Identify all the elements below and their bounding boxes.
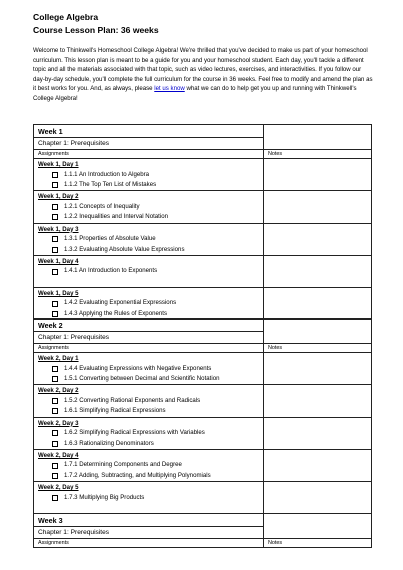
assignment-label: 1.5.2 Converting Rational Exponents and Radicals xyxy=(64,396,201,404)
notes-header: Notes xyxy=(264,344,372,353)
assignment-label: 1.3.2 Evaluating Absolute Value Expressions xyxy=(64,245,185,253)
checkbox[interactable] xyxy=(52,366,58,372)
week-table xyxy=(33,513,372,548)
assignment-label: 1.4.3 Applying the Rules of Exponents xyxy=(64,309,167,317)
assignment-item xyxy=(38,428,263,438)
checkbox[interactable] xyxy=(52,408,58,414)
assignment-item xyxy=(38,266,263,276)
day-notes-cell[interactable] xyxy=(264,385,372,417)
assignment-label: 1.4.1 An Introduction to Exponents xyxy=(64,267,158,275)
assignment-label: 1.7.1 Determining Components and Degree xyxy=(64,461,182,469)
document-title: College Algebra xyxy=(33,12,99,22)
assignment-label: 1.5.1 Converting between Decimal and Scientific Notation xyxy=(64,374,220,382)
assignment-item xyxy=(38,439,263,449)
assignment-label: 1.2.1 Concepts of Inequality xyxy=(64,202,140,210)
week-title: Week 1 xyxy=(34,125,264,138)
day-cell xyxy=(34,223,264,255)
day-heading: Week 2, Day 5 xyxy=(38,484,79,492)
day-notes-cell[interactable] xyxy=(264,417,372,449)
assignments-header: Assignments xyxy=(34,344,264,353)
checkbox[interactable] xyxy=(52,463,58,469)
assignment-label: 1.2.2 Inequalities and Interval Notation xyxy=(64,213,169,221)
day-heading: Week 1, Day 3 xyxy=(38,225,79,233)
day-heading: Week 1, Day 2 xyxy=(38,193,79,201)
checkbox[interactable] xyxy=(52,376,58,382)
day-cell xyxy=(34,287,264,319)
checkbox[interactable] xyxy=(52,301,58,307)
assignment-item xyxy=(38,202,263,212)
assignment-item xyxy=(38,406,263,416)
assignment-item xyxy=(38,234,263,244)
assignment-label: 1.7.2 Adding, Subtracting, and Multiplying Polynomials xyxy=(64,471,211,479)
week-table xyxy=(33,124,372,320)
day-heading: Week 2, Day 3 xyxy=(38,419,79,427)
checkbox[interactable] xyxy=(52,495,58,501)
checkbox[interactable] xyxy=(52,398,58,404)
assignments-header: Assignments xyxy=(34,539,264,548)
document-subtitle: Course Lesson Plan: 36 weeks xyxy=(33,25,159,35)
checkbox[interactable] xyxy=(52,311,58,317)
intro-paragraph xyxy=(33,46,373,104)
day-notes-cell[interactable] xyxy=(264,353,372,385)
assignment-item xyxy=(38,374,263,384)
assignment-label: 1.6.2 Simplifying Radical Expressions with Variables xyxy=(64,429,205,437)
assignment-item xyxy=(38,298,263,308)
checkbox[interactable] xyxy=(52,172,58,178)
day-notes-cell[interactable] xyxy=(264,287,372,319)
checkbox[interactable] xyxy=(52,247,58,253)
notes-area[interactable] xyxy=(264,319,372,344)
assignment-label: 1.3.1 Properties of Absolute Value xyxy=(64,235,156,243)
chapter-title: Chapter 1: Prerequisites xyxy=(34,527,264,539)
day-cell xyxy=(34,385,264,417)
day-cell xyxy=(34,417,264,449)
week-title: Week 3 xyxy=(34,514,264,527)
week-title: Week 2 xyxy=(34,319,264,332)
contact-link[interactable]: let us know xyxy=(154,85,185,93)
assignment-label: 1.4.2 Evaluating Exponential Expressions xyxy=(64,299,177,307)
assignment-item xyxy=(38,396,263,406)
assignment-item xyxy=(38,471,263,481)
intro-text: Welcome to Thinkwell's Homeschool College Algebra! We're thrilled that you've decided to make us part of your homeschool curriculum. This lesson plan is meant to be a guide for you and your homeschool student. Each day, you'll tackle a different topic and all the materials associated with that topic, such as video lectures, exercises, and interactivities. If you follow our day-by-day schedule, you'll complete the full curriculum for the course in 36 weeks. Feel free to modify and amend the plan as it best works for you. And, as always, please xyxy=(33,47,373,93)
notes-header: Notes xyxy=(264,539,372,548)
day-heading: Week 1, Day 1 xyxy=(38,161,79,168)
assignment-item xyxy=(38,170,263,180)
day-notes-cell[interactable] xyxy=(264,255,372,287)
day-cell xyxy=(34,159,264,191)
checkbox[interactable] xyxy=(52,182,58,188)
notes-area[interactable] xyxy=(264,125,372,150)
chapter-title: Chapter 1: Prerequisites xyxy=(34,138,264,150)
day-cell xyxy=(34,449,264,481)
assignment-label: 1.1.1 An Introduction to Algebra xyxy=(64,170,150,178)
checkbox[interactable] xyxy=(52,214,58,220)
week-table xyxy=(33,318,372,514)
day-notes-cell[interactable] xyxy=(264,191,372,223)
day-notes-cell[interactable] xyxy=(264,223,372,255)
day-heading: Week 2, Day 4 xyxy=(38,451,79,459)
checkbox[interactable] xyxy=(52,441,58,447)
checkbox[interactable] xyxy=(52,269,58,275)
checkbox[interactable] xyxy=(52,473,58,479)
assignments-header: Assignments xyxy=(34,150,264,159)
checkbox[interactable] xyxy=(52,204,58,210)
day-cell xyxy=(34,482,264,514)
assignment-item xyxy=(38,493,263,503)
checkbox[interactable] xyxy=(52,430,58,436)
day-heading: Week 2, Day 2 xyxy=(38,387,79,395)
assignment-label: 1.1.2 The Top Ten List of Mistakes xyxy=(64,180,157,188)
notes-header: Notes xyxy=(264,150,372,159)
day-heading: Week 1, Day 4 xyxy=(38,257,79,265)
assignment-label: 1.7.3 Multiplying Big Products xyxy=(64,493,145,501)
day-cell xyxy=(34,191,264,223)
assignment-label: 1.6.3 Rationalizing Denominators xyxy=(64,439,154,447)
day-notes-cell[interactable] xyxy=(264,449,372,481)
day-heading: Week 1, Day 5 xyxy=(38,289,79,297)
day-cell xyxy=(34,353,264,385)
checkbox[interactable] xyxy=(52,236,58,242)
assignment-label: 1.4.4 Evaluating Expressions with Negative Exponents xyxy=(64,364,212,372)
intro-text-end: what we can do to help get you up and running with Thinkwell's College Algebra! xyxy=(33,85,357,102)
assignment-item xyxy=(38,180,263,190)
assignment-label: 1.6.1 Simplifying Radical Expressions xyxy=(64,407,166,415)
day-notes-cell[interactable] xyxy=(264,159,372,191)
day-heading: Week 2, Day 1 xyxy=(38,355,79,362)
chapter-title: Chapter 1: Prerequisites xyxy=(34,332,264,344)
assignment-item xyxy=(38,245,263,255)
assignment-item xyxy=(38,212,263,222)
day-cell xyxy=(34,255,264,287)
assignment-item xyxy=(38,364,263,374)
assignment-item xyxy=(38,460,263,470)
day-notes-cell[interactable] xyxy=(264,482,372,514)
notes-area[interactable] xyxy=(264,514,372,539)
